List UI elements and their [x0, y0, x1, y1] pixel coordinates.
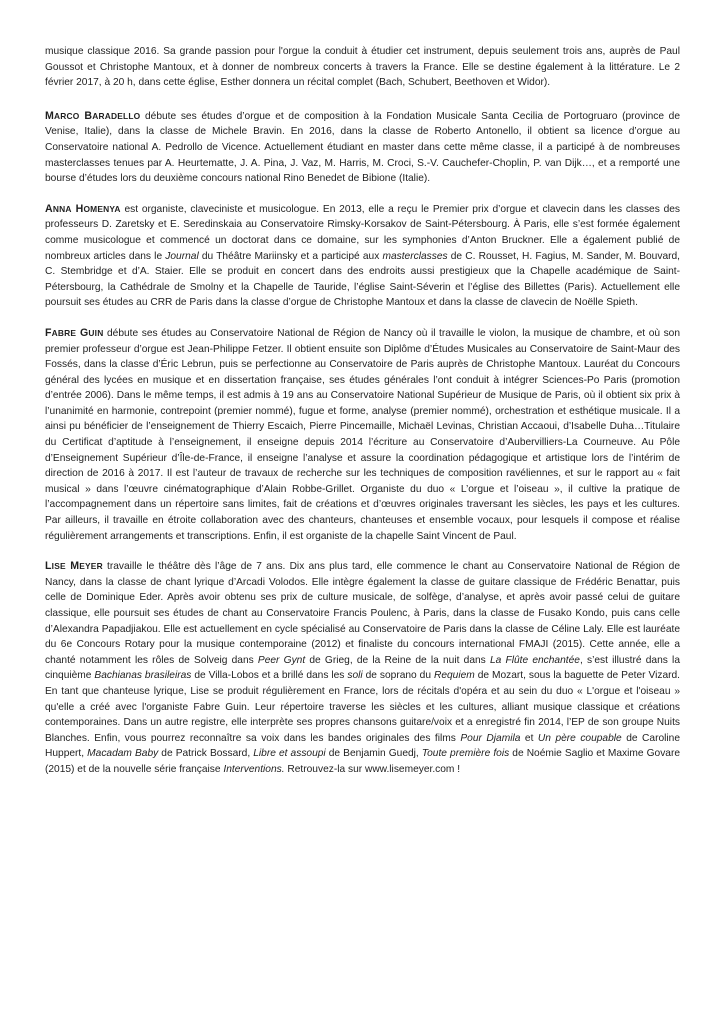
- italic-title: Pour Djamila: [460, 732, 521, 744]
- name-smallcaps: NNA: [52, 203, 72, 214]
- italic-title: Interventions.: [223, 763, 285, 775]
- paragraph-text: musique classique 2016. Sa grande passion pour l'orgue la conduit à étudier cet instrument, depuis seulement trois ans, auprès de Paul Goussot et Christophe Mantoux, et à donner de nombreux concerts à travers la France. Elle se destine également à la littérature. Le 2 février 2017, à 20 h, dans cette église, Esther donnera un récital complet (Bach, Schubert, Beethoven et Widor).: [45, 46, 680, 89]
- name-smallcaps: EYER: [79, 561, 103, 572]
- biography-paragraph: [45, 109, 680, 187]
- italic-title: Peer Gynt: [257, 654, 306, 666]
- biography-paragraph: [45, 559, 680, 777]
- paragraph-text: débute ses études d’orgue et de composition à la Fondation Musicale Santa Cecilia de Portogruaro (province de Venise, Italie), dans la classe de Michele Bravin. En 2016, dans la classe de Roberto Antonello, il obtient sa licence d’orgue au Conservatoire national A. Pedrollo de Vicence. Actuellement étudiant en master dans cette même classe, il a participé à de nombreuses masterclasses tenues par A. Heurtematte, J. A. Pina, J. Vaz, M. Harris, M. Croci, S.-V. Cauchefer-Choplin, P. van Dijk…, et a remporté une bourse d’études lors du deuxième concours national Rino Benedet de Bibione (Italie).: [45, 110, 681, 185]
- paragraph-text: de Benjamin Guedj,: [325, 748, 422, 760]
- italic-title: Bachianas brasileiras: [94, 670, 192, 682]
- name-initial: A: [45, 202, 53, 215]
- paragraph-text: est organiste, claveciniste et musicologue. En 2013, elle a reçu le Premier prix d’orgue et clavecin dans les classes des professeurs D. Zaretsky et E. Seredinskaia au Conservatoire Rimsky-Korsakov de Saint-Pétersbourg. À Paris, elle s’est formée également comme musicologue et commencé un doctorat dans ce domaine, sur les symphonies d’Anton Bruckner. Elle a également publié de nombreux articles dans le: [45, 203, 681, 262]
- name-smallcaps: ARADELLO: [92, 110, 141, 121]
- person-name: [45, 328, 103, 339]
- paragraph-text: débute ses études au Conservatoire National de Région de Nancy où il travaille le violon, la musique de chambre, et où son premier professeur d’orgue est Jean-Philippe Fetzer. Il obtient ensuite son Diplôme d’Études Musicales au Conservatoire de Saint-Maur des Fossés, dans la classe d’Éric Lebrun, puis se perfectionne au Conservatoire de Paris auprès de Christophe Mantoux. Lauréat du Concours général des lycées en musique et en dissertation française, ses études générales l’ont conduit à intégrer Sciences-Po Paris (promotion d’entrée 2006). Dans le même temps, il est admis à 19 ans au Conservatoire National Supérieur de Musique de Paris, où il obtient six prix à l’unanimité en harmonie, contrepoint (premier nommé), fugue et forme, analyse (premier nommé), orchestration et esthétique musicale. Il a ainsi pu bénéficier de l’enseignement de Thierry Escaich, Pierre Pincemaille, Michaël Levinas, Christian Accaoui, d’Isabelle Duha…Titulaire du Certificat d’aptitude à l’enseignement, il enseigne depuis 2014 l’écriture au Conservatoire d’Aubervilliers-La Courneuve. Au Pôle d’Enseignement Supérieur d’Île-de-France, il enseigne l’analyse et assure la coordination pédagogique et artistique lors de l’intérim de direction de 2016 à 2017. Il est l’auteur de travaux de recherche sur les techniques de composition ravéliennes, et sur le rapport au « fait musical » dans l’œuvre cinématographique d’Alain Robbe-Grillet. Organiste du duo « L’orgue et l’oiseau », il cultive la pratique de l’accompagnement dans un répertoire sans limites, fait de créations et d’œuvres originales traversant les siècles, les pays et les cultures. Par ailleurs, il travaille en étroite collaboration avec des chanteurs, chanteuses et ensemble vocaux, pour lesquels il compose et réalise régulièrement arrangements et transcriptions. Enfin, il est organiste de la chapelle Saint Vincent de Paul.: [45, 327, 681, 542]
- italic-title: Libre et assoupi: [253, 748, 326, 760]
- biography-paragraph: [45, 326, 680, 544]
- italic-title: Un père coupable: [537, 732, 622, 744]
- person-name: [45, 111, 140, 122]
- italic-title: La Flûte enchantée: [489, 654, 580, 666]
- italic-title: soli: [347, 670, 363, 682]
- name-initial: M: [70, 560, 80, 573]
- italic-title: Journal: [165, 250, 199, 262]
- paragraph-text: travaille le théâtre dès l’âge de 7 ans. Dix ans plus tard, elle commence le chant au Conservatoire National de Région de Nancy, dans la classe de chant lyrique d’Arcadi Volodos. Elle intègre également la classe de guitare classique de Frédéric Benattar, puis celle de Dominique Eder. Après avoir obtenu ses prix de culture musicale, de solfège, d’analyse, et après avoir passé celui de guitare classique, elle poursuit ses études de chant au Conservatoire Francis Poulenc, à Paris, dans la classe de Fusako Kondo, puis cans celle d’Alexandra Papadjiakou. Elle est actuellement en cycle spécialisé au Conservatoire de Paris dans la classe de Céline Laly. Elle est lauréate du 6e Concours Rotary pour la musique contemporaine (2012) et finaliste du concours international FMAJI (2015). Cette année, elle a chanté notamment les rôles de Solveig dans: [45, 561, 680, 666]
- name-initial: F: [45, 326, 52, 339]
- italic-title: masterclasses: [382, 250, 448, 262]
- person-name: [45, 204, 121, 215]
- name-initial: G: [79, 326, 89, 339]
- name-initial: B: [84, 109, 93, 122]
- name-initial: M: [45, 109, 55, 122]
- person-name: [45, 561, 103, 572]
- paragraph-text: de C. Rousset, H. Fagius, M. Sander, M. Bouvard, C. Stembridge et d’A. Staier. Elle se produit en concert dans des endroits aussi prestigieux que la Chapelle académique de Saint-Pétersbourg, la Cathédrale de Smolny et la Chapelle de Tauride, l’église Saint-Séverin et l’église des Billettes (Paris). Actuellement elle poursuit ses études au CRR de Paris dans la classe d’orgue de Christophe Mantoux et dans la classe de clavecin de Noëlle Spieth.: [45, 250, 680, 309]
- paragraph-text: de Mozart, sous la baguette de Peter Vizard. En tant que chanteuse lyrique, Lise se produit régulièrement en France, lors de récitals d'opéra et au sein du duo « L'orgue et l'oiseau » qu'elle a créé avec l'organiste Fabre Guin. Leur répertoire traverse les siècles et les cultures, alliant musique classique et créations contemporaines. Dans un autre registre, elle interprète ses propres chansons guitare/voix et a enregistré fin 2014, l’EP de son groupe Nuits Blanches. Enfin, vous pourrez reconnaître sa voix dans les bandes originales des films: [45, 670, 680, 744]
- italic-title: Requiem: [433, 670, 475, 682]
- name-initial: L: [45, 560, 52, 573]
- name-smallcaps: ARCO: [54, 110, 80, 121]
- name-initial: H: [75, 202, 84, 215]
- paragraph-text: , s’est illustré dans la cinquième: [45, 654, 680, 682]
- paragraph-text: de Patrick Bossard,: [158, 748, 254, 760]
- biography-paragraph: [45, 202, 680, 311]
- italic-title: Toute première fois: [421, 748, 510, 760]
- italic-title: Macadam Baby: [87, 748, 159, 760]
- paragraph-text: et: [520, 732, 538, 744]
- paragraph-text: de Villa-Lobos et a brillé dans les: [191, 670, 348, 682]
- paragraph-text: du Théâtre Mariinsky et a participé aux: [198, 250, 383, 262]
- name-smallcaps: OMENYA: [83, 203, 121, 214]
- name-smallcaps: ABRE: [51, 327, 77, 338]
- paragraph-text: de Grieg, de la Reine de la nuit dans: [305, 654, 490, 666]
- name-smallcaps: UIN: [88, 327, 104, 338]
- paragraph-text: de soprano du: [362, 670, 434, 682]
- paragraph-text: de Noémie Saglio et Maxime Govare (2015) et de la nouvelle série française: [45, 748, 681, 775]
- paragraph-text: Retrouvez-la sur www.lisemeyer.com !: [284, 763, 461, 775]
- biography-paragraph: [45, 44, 680, 91]
- name-smallcaps: ISE: [51, 561, 66, 572]
- paragraph-text: de Caroline Huppert,: [45, 732, 680, 760]
- document-body: [45, 44, 680, 778]
